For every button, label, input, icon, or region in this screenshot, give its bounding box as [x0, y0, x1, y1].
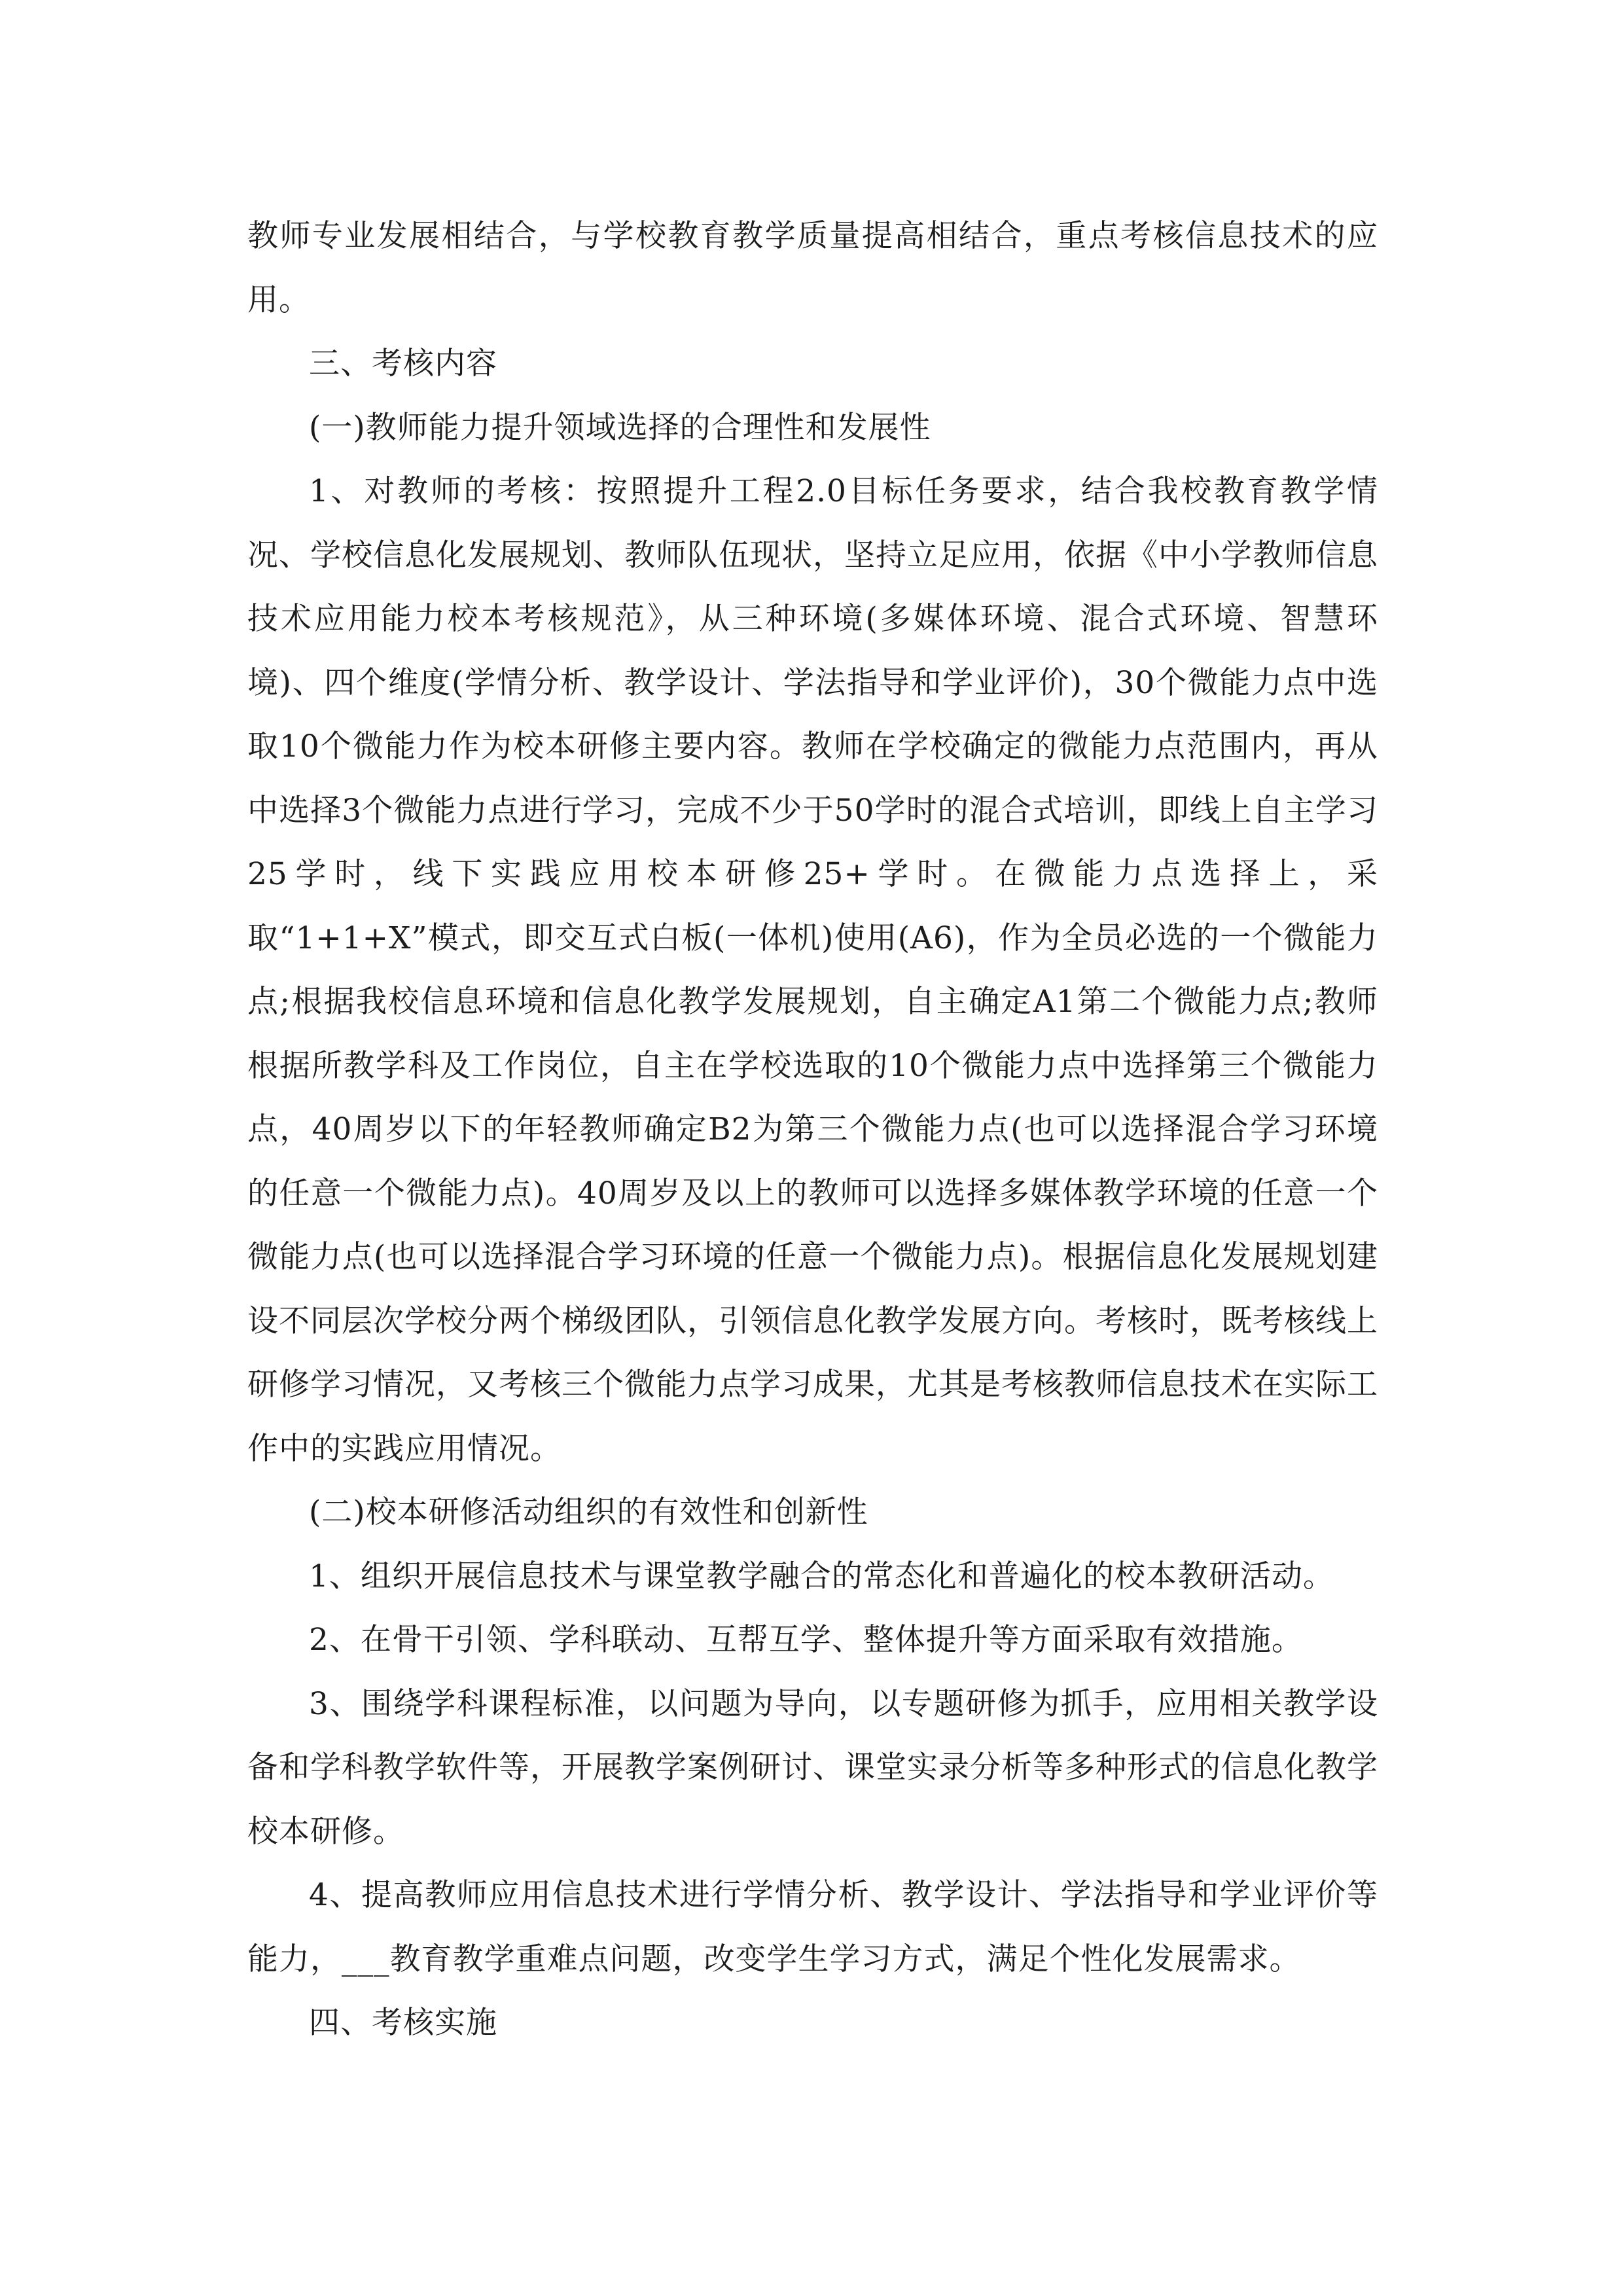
list-item-3: 3、围绕学科课程标准，以问题为导向，以专题研修为抓手，应用相关教学设备和学科教学软件等，开展教学案例研讨、课堂实录分析等多种形式的信息化教学校本研修。 [247, 1685, 1378, 1850]
section-heading-assessment-implementation: 四、考核实施 [309, 2005, 497, 2041]
paragraph-teacher-assessment: 1、对教师的考核：按照提升工程2.0目标任务要求，结合我校教育教学情况、学校信息化发展规划、教师队伍现状，坚持立足应用，依据《中小学教师信息技术应用能力校本考核规范》，从三种环境(多媒体环境、混合式环境、智慧环境)、四个维度(学情分析、教学设计、学法指导和学业评价)，30个微能力点中选取10个微能力作为校本研修主要内容。教师在学校确定的微能力点范围内，再从中选择3个微能力点进行学习，完成不少于50学时的混合式培训，即线上自主学习25学时，线下实践应用校本研修25+学时。在微能力点选择上，采取“1+1+X”模式，即交互式白板(一体机)使用(A6)，作为全员必选的一个微能力点;根据我校信息环境和信息化教学发展规划，自主确定A1第二个微能力点;教师根据所教学科及工作岗位，自主在学校选取的10个微能力点中选择第三个微能力点，40周岁以下的年轻教师确定B2为第三个微能力点(也可以选择混合学习环境的任意一个微能力点)。40周岁及以上的教师可以选择多媒体教学环境的任意一个微能力点(也可以选择混合学习环境的任意一个微能力点)。根据信息化发展规划建设不同层次学校分两个梯级团队，引领信息化教学发展方向。考核时，既考核线上研修学习情况，又考核三个微能力点学习成果，尤其是考核教师信息技术在实际工作中的实践应用情况。 [247, 473, 1378, 1467]
list-item-1: 1、组织开展信息技术与课堂教学融合的常态化和普遍化的校本教研活动。 [309, 1558, 1334, 1594]
paragraph-continuation: 教师专业发展相结合，与学校教育教学质量提高相结合，重点考核信息技术的应用。 [247, 218, 1378, 318]
document-body [247, 204, 1378, 2055]
subsection-heading-1: (一)教师能力提升领域选择的合理性和发展性 [309, 409, 931, 446]
subsection-heading-2: (二)校本研修活动组织的有效性和创新性 [309, 1494, 868, 1530]
list-item-4: 4、提高教师应用信息技术进行学情分析、教学设计、学法指导和学业评价等能力，___教育教学重难点问题，改变学生学习方式，满足个性化发展需求。 [247, 1877, 1378, 1977]
section-heading-assessment-content: 三、考核内容 [309, 346, 497, 382]
list-item-2: 2、在骨干引领、学科联动、互帮互学、整体提升等方面采取有效措施。 [309, 1622, 1303, 1658]
